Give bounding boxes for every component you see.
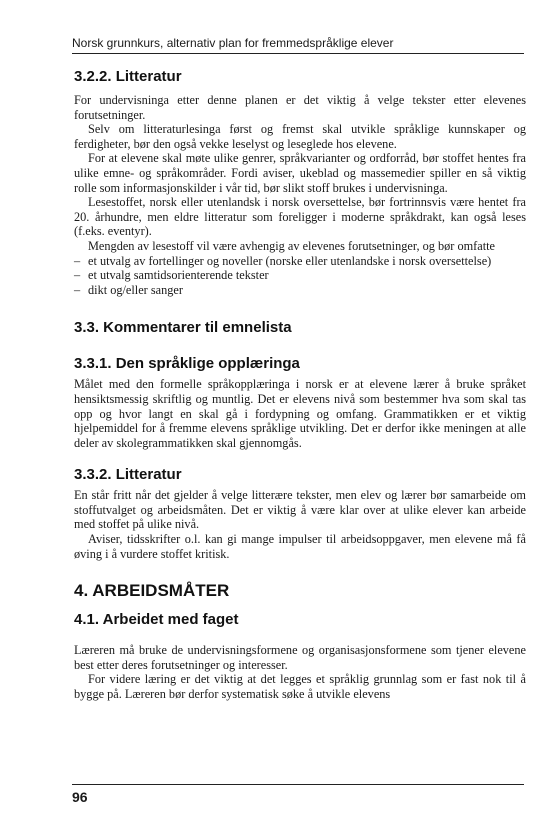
running-header: Norsk grunnkurs, alternativ plan for fremmedspråklige elever [72,36,394,50]
footer-rule [72,784,524,785]
list-item-text: et utvalg av fortellinger og noveller (norske eller utenlandske i norsk oversettelse) [88,253,492,268]
list-item [74,283,526,298]
list-dash: – [74,253,81,268]
paragraph: Målet med den formelle språkopplæringa i norsk er at elevene lærer å bruke språket hensiktsmessig skriftlig og muntlig. Det er elevens nivå som bestemmer hva som skal tas opp og hvor langt en skal gå i fordypning og omfang. Grammatikken er et viktig hjelpemiddel for å fremme elevens språklige utvikling. Det er derfor ikke meningen at alle deler av skolegrammatikken skal gjennomgås. [74,377,526,450]
paragraph: Mengden av lesestoff vil være avhengig av elevenes forutsetninger, og bør omfatte [88,238,496,253]
list-dash: – [74,282,81,297]
heading-3-3: 3.3. Kommentarer til emnelista [74,319,292,337]
heading-3-3-2: 3.3.2. Litteratur [74,466,182,484]
paragraph: Læreren må bruke de undervisningsformene og organisasjonsformene som tjener elevene best etter deres forutsetninger og interesser. [74,643,526,672]
list-item-text: et utvalg samtidsorienterende tekster [88,268,269,283]
list-dash: – [74,268,81,283]
heading-3-2-2: 3.2.2. Litteratur [74,68,182,85]
reading-list [74,254,526,298]
page-content [74,66,526,702]
paragraph: For at elevene skal møte ulike genrer, språkvarianter og ordforråd, bør stoffet hentes fra ulike emne- og språkområder. Fordi aviser, ukeblad og massemedier spiller en så viktig rolle som informasjonskilder i vår tid, bør slikt stoff brukes i undervisninga. [74,151,526,195]
list-item [74,254,526,269]
page-number: 96 [72,789,88,805]
paragraph: Selv om litteraturlesinga først og fremst skal utvikle språklige kunnskaper og ferdigheter, bør den også vekke leselyst og leseglede hos elevene. [74,122,526,151]
paragraph: Aviser, tidsskrifter o.l. kan gi mange impulser til arbeidsoppgaver, men elevene må få øving i å vurdere stoffet kritisk. [74,532,526,561]
heading-4: 4. ARBEIDSMÅTER [74,581,230,601]
header-rule [72,53,524,54]
paragraph: Lesestoffet, norsk eller utenlandsk i norsk oversettelse, bør fortrinnsvis være hentet fra 20. århundre, men eldre litteratur som foreligger i moderne språkdrakt, kan også leses (f.eks. eventyr). [74,195,526,239]
paragraph: For undervisninga etter denne planen er det viktig å velge tekster etter elevenes forutsetninger. [74,93,526,122]
list-item-text: dikt og/eller sanger [88,282,183,297]
paragraph: For videre læring er det viktig at det legges et språklig grunnlag som er fast nok til å bygge på. Læreren bør derfor systematisk søke å utvikle elevens [74,672,526,702]
heading-3-3-1: 3.3.1. Den språklige opplæringa [74,355,300,373]
paragraph: En står fritt når det gjelder å velge litterære tekster, men elev og lærer bør samarbeide om stoffutvalget og arbeidsmåten. Det er viktig å være klar over at ulike elever kan arbeide med stoffet på ulike nivå. [74,488,526,532]
list-item [74,268,526,283]
heading-4-1: 4.1. Arbeidet med faget [74,611,239,629]
